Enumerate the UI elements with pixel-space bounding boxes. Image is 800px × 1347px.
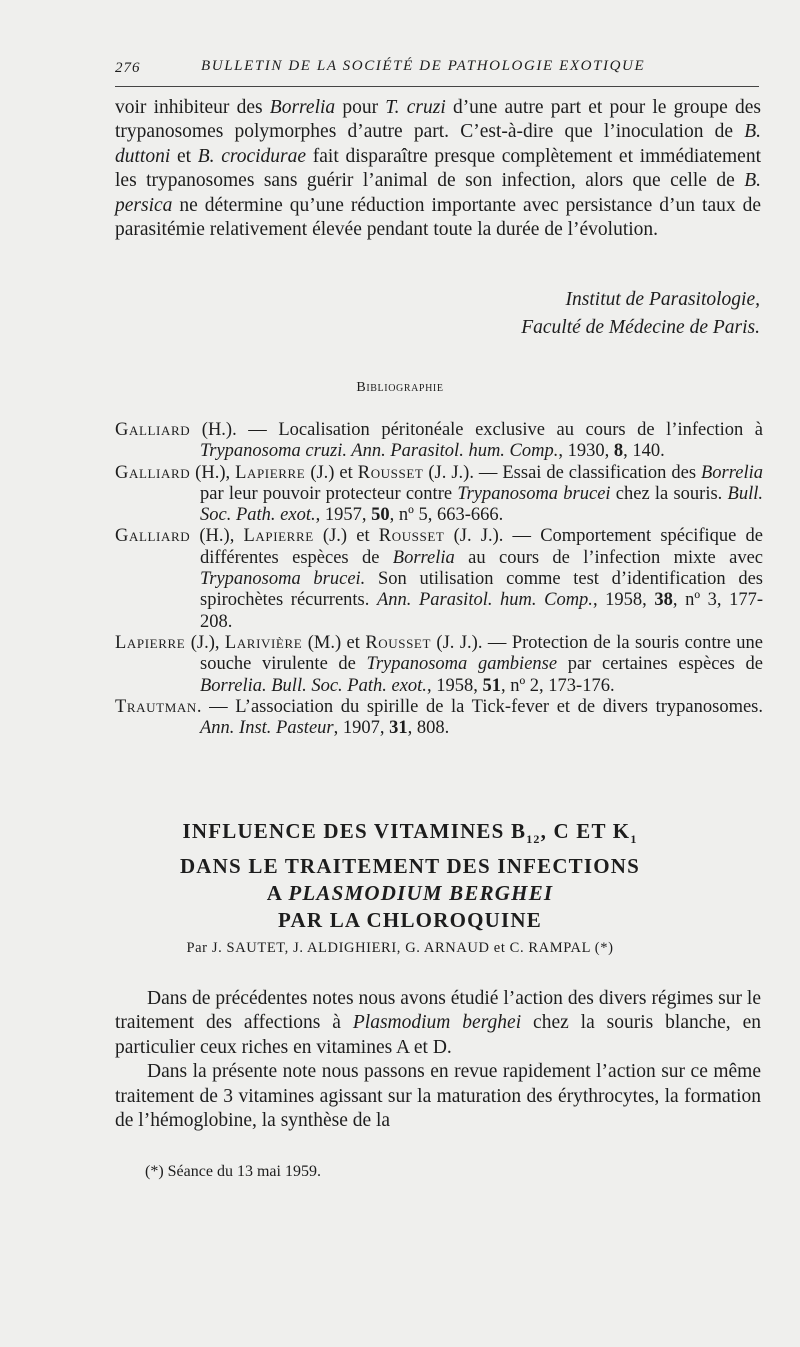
header-rule bbox=[115, 86, 759, 87]
paragraph: Dans de précédentes notes nous avons étudié l’action des divers régimes sur le traitement des affections à Plasmodium berghei chez la souris blanche, en particulier ceux riches en vitamines A et D. bbox=[115, 988, 761, 1058]
title-line: A PLASMODIUM BERGHEI bbox=[266, 881, 554, 906]
title-line: INFLUENCE DES VITAMINES $B_{12}$, C ET $K_1$ bbox=[182, 819, 638, 847]
bibliography-heading: Bibliographie bbox=[356, 380, 444, 395]
title-line: DANS LE TRAITEMENT DES INFECTIONS bbox=[179, 854, 641, 879]
reference-item: Galliard (H.). — Localisation péritonéale exclusive au cours de l’infection à Trypanosoma cruzi. Ann. Parasitol. hum. Comp., 1930, 8, 140. bbox=[115, 420, 763, 462]
reference-list bbox=[115, 420, 763, 739]
article-title bbox=[90, 818, 730, 934]
affiliation-institute: Institut de Parasitologie, bbox=[565, 289, 760, 310]
reference-item: Lapierre (J.), Larivière (M.) et Rousset (J. J.). — Protection de la souris contre une souche virulente de Trypanosoma gambiense par certaines espèces de Borrelia. Bull. Soc. Path. exot., 1958, 51, nº 2, 173-176. bbox=[115, 632, 763, 696]
affiliation-faculty: Faculté de Médecine de Paris. bbox=[521, 317, 760, 338]
reference-item: Galliard (H.), Lapierre (J.) et Rousset (J. J.). — Comportement spécifique de différentes espèces de Borrelia au cours de l’infection mixte avec Trypanosoma brucei. Son utilisation comme test d’identification des spirochètes récurrents. Ann. Parasitol. hum. Comp., 1958, 38, nº 3, 177-208. bbox=[115, 526, 764, 632]
reference-item: Galliard (H.), Lapierre (J.) et Rousset (J. J.). — Essai de classification des Borrelia par leur pouvoir protecteur contre Trypanosoma brucei chez la souris. Bull. Soc. Path. exot., 1957, 50, nº 5, 663-666. bbox=[115, 462, 764, 526]
article-authors: Par J. SAUTET, J. ALDIGHIERI, G. ARNAUD et C. RAMPAL (*) bbox=[186, 940, 614, 956]
title-line: PAR LA CHLOROQUINE bbox=[278, 908, 542, 933]
paragraph: Dans la présente note nous passons en revue rapidement l’action sur ce même traitement de 3 vitamines agissant sur la maturation des érythrocytes, la formation de l’hémoglobine, la synthèse de la bbox=[115, 1061, 761, 1132]
journal-title: BULLETIN DE LA SOCIÉTÉ DE PATHOLOGIE EXOTIQUE bbox=[201, 58, 646, 74]
page-number: 276 bbox=[115, 60, 141, 76]
running-header bbox=[115, 58, 755, 84]
footnote: (*) Séance du 13 mai 1959. bbox=[145, 1163, 321, 1180]
affiliation bbox=[521, 286, 760, 342]
continuation-paragraph: voir inhibiteur des Borrelia pour T. cruzi d’une autre part et pour le groupe des trypanosomes polymorphes d’autre part. C’est-à-dire que l’inoculation de B. duttoni et B. crocidurae fait disparaître presque complètement et immédiatement les trypanosomes sans guérir l’animal de son infection, alors que celle de B. persica ne détermine qu’une réduction importante avec persistance d’un taux de parasitémie relativement élevée pendant toute la durée de l’évolution. bbox=[115, 97, 761, 241]
reference-item: Trautman. — L’association du spirille de la Tick-fever et de divers trypanosomes. Ann. Inst. Pasteur, 1907, 31, 808. bbox=[115, 696, 763, 739]
article-body bbox=[115, 987, 761, 1133]
